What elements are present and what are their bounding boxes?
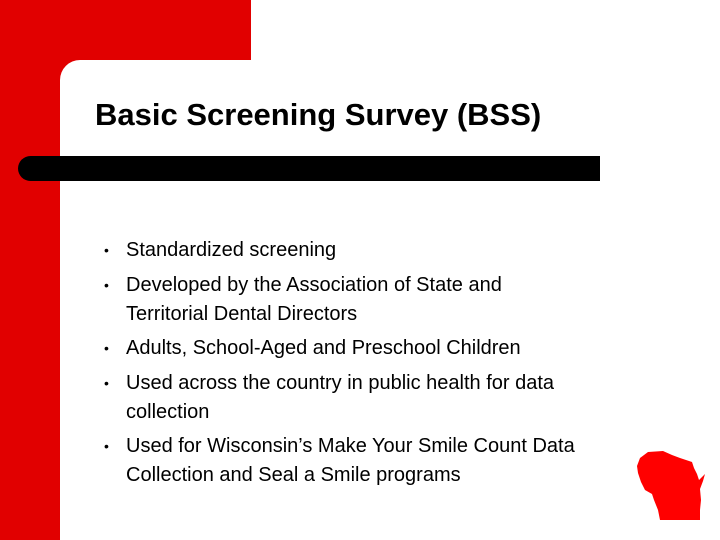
title-underline-bar — [18, 156, 600, 181]
bullet-item — [100, 334, 670, 363]
bullet-text-line: Standardized screening — [126, 239, 337, 261]
bullet-text-line: Adults, School-Aged and Preschool Children — [126, 337, 521, 359]
bullet-text-line: Collection and Seal a Smile programs — [126, 464, 461, 486]
bullet-item — [100, 271, 670, 329]
bullet-item — [100, 432, 670, 490]
bullet-text-line: Developed by the Association of State and — [126, 273, 502, 296]
slide-title: Basic Screening Survey (BSS) — [95, 97, 542, 132]
bullet-item — [100, 236, 670, 265]
bullet-dot-icon: • — [104, 374, 109, 391]
bullet-text-line: Territorial Dental Directors — [126, 302, 358, 325]
red-inner-corner — [60, 60, 80, 80]
bullet-list — [100, 236, 670, 496]
bullet-text-line: Used across the country in public health for data — [126, 371, 555, 394]
bullet-dot-icon: • — [104, 438, 109, 454]
bullet-dot-icon: • — [104, 340, 109, 356]
red-left-band — [0, 0, 60, 540]
bullet-dot-icon: • — [104, 242, 109, 258]
bullet-dot-icon: • — [104, 276, 109, 293]
bullet-text-line: collection — [126, 400, 210, 423]
corner-cutout — [60, 60, 100, 100]
bullet-text-line: Used for Wisconsin’s Make Your Smile Count Data — [126, 435, 575, 457]
bullet-item — [100, 369, 670, 427]
